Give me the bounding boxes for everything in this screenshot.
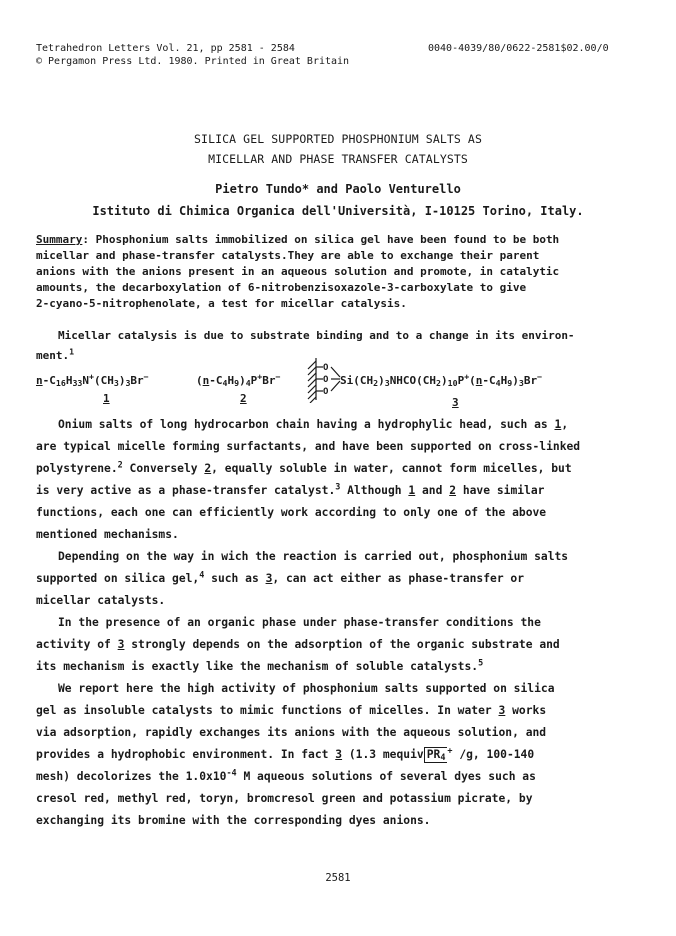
journal-citation: Tetrahedron Letters Vol. 21, pp 2581 - 2584 xyxy=(36,43,295,54)
body-line: via adsorption, rapidly exchanges its anions with the aqueous solution, and xyxy=(36,726,547,739)
body-line: gel as insoluble catalysts to mimic functions of micelles. In water 3 works xyxy=(36,704,547,717)
compound-2-formula: $(n-C_4H_9)_4P^+Br^-$ xyxy=(196,371,281,389)
oxygen-label: O xyxy=(323,363,329,373)
summary-line: Summary: Phosphonium salts immobilized on silica gel have been found to be both xyxy=(36,233,560,246)
affiliation: Istituto di Chimica Organica dell'Università, I-10125 Torino, Italy. xyxy=(92,204,584,218)
article-code: 0040-4039/80/0622-2581$02.00/0 xyxy=(428,43,609,54)
summary-line: 2-cyano-5-nitrophenolate, a test for micellar catalysis. xyxy=(36,297,407,310)
body-line: Depending on the way in wich the reaction is carried out, phosphonium salts xyxy=(58,550,569,563)
copyright-line: © Pergamon Press Ltd. 1980. Printed in Great Britain xyxy=(36,56,350,67)
body-line: functions, each one can efficiently work according to only one of the above xyxy=(36,506,547,519)
compound-1-formula: $n-C_{16}H_{33}N^+(CH_3)_3Br^-$ xyxy=(36,371,149,389)
body-line: micellar catalysts. xyxy=(36,594,166,607)
body-line: exchanging its bromine with the corresponding dyes anions. xyxy=(36,814,431,827)
body-line: We report here the high activity of phosphonium salts supported on silica xyxy=(58,682,555,695)
intro-line: Micellar catalysis is due to substrate binding and to a change in its environ- xyxy=(58,329,575,342)
body-line: Onium salts of long hydrocarbon chain having a hydrophylic head, such as 1, xyxy=(58,418,569,431)
summary-line: anions with the anions present in an aqueous solution and promote, in catalytic xyxy=(36,265,560,278)
compound-2-label: 2 xyxy=(240,392,247,405)
body-line: mentioned mechanisms. xyxy=(36,528,179,541)
body-line: mesh) decolorizes the $1.0x10^{-4}$ M aqueous solutions of several dyes such as xyxy=(36,767,536,783)
body-line: its mechanism is exactly like the mechanism of soluble catalysts.$^5$ xyxy=(36,657,484,673)
compound-3-label: 3 xyxy=(452,396,459,409)
author-list: Pietro Tundo* and Paolo Venturello xyxy=(215,182,461,196)
body-text xyxy=(36,414,644,832)
intro-line: ment.$^1$ xyxy=(36,346,75,362)
body-line: polystyrene.$^2$ Conversely 2, equally soluble in water, cannot form micelles, but xyxy=(36,459,572,475)
body-line: In the presence of an organic phase under phase-transfer conditions the xyxy=(58,616,541,629)
body-line: are typical micelle forming surfactants, and have been supported on cross-linked xyxy=(36,440,581,453)
compound-3-formula: $Si(CH_2)_3NHCO(CH_2)_{10}P^+(n-C_4H_9)_3Br^-$ xyxy=(340,371,543,389)
body-line: provides a hydrophobic environment. In fact 3 (1.3 mequiv $PR_4^+$ /g, 100-140 xyxy=(36,745,535,763)
page-number: 2581 xyxy=(325,872,351,884)
title-line-2: MICELLAR AND PHASE TRANSFER CATALYSTS xyxy=(208,152,468,166)
oxygen-label: O xyxy=(323,387,329,397)
body-line: supported on silica gel,$^4$ such as 3, can act either as phase-transfer or xyxy=(36,569,525,585)
pr4-bracket: $PR_4$ xyxy=(424,747,448,763)
summary-line: micellar and phase-transfer catalysts.They are able to exchange their parent xyxy=(36,249,540,262)
oxygen-label: O xyxy=(323,375,329,385)
body-line: activity of 3 strongly depends on the adsorption of the organic substrate and xyxy=(36,638,560,651)
summary-block xyxy=(36,232,644,312)
body-line: is very active as a phase-transfer catalyst.$^3$ Although 1 and 2 have similar xyxy=(36,481,545,497)
title-line-1: SILICA GEL SUPPORTED PHOSPHONIUM SALTS AS xyxy=(194,132,482,146)
citation-ref: 1 xyxy=(69,346,75,357)
summary-label: Summary xyxy=(36,233,83,246)
compound-1-label: 1 xyxy=(103,392,110,405)
body-line: cresol red, methyl red, toryn, bromcresol green and potassium picrate, by xyxy=(36,792,533,805)
summary-line: amounts, the decarboxylation of 6-nitrobenzisoxazole-3-carboxylate to give xyxy=(36,281,527,294)
